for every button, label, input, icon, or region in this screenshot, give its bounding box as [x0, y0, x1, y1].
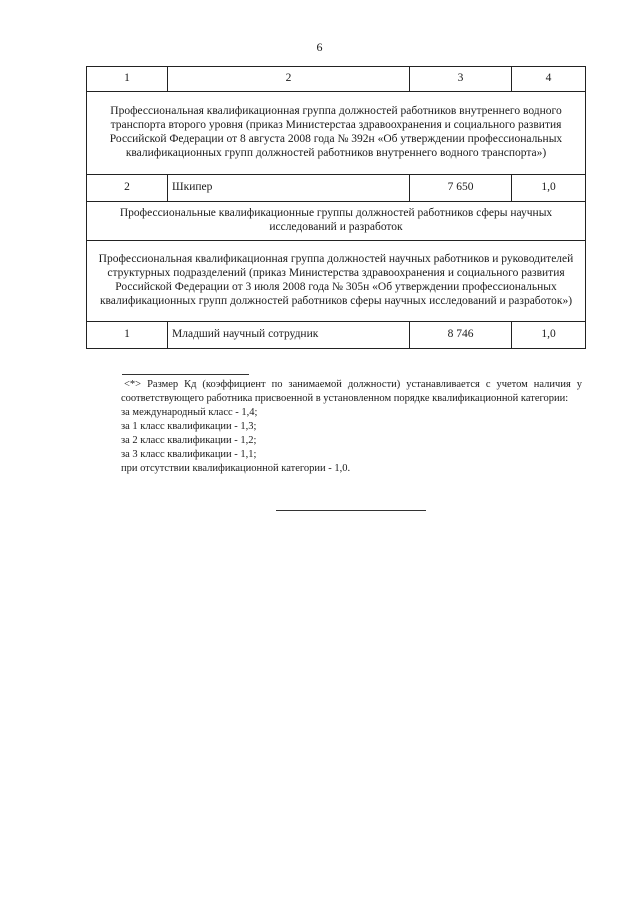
- footnote-separator: [122, 374, 249, 375]
- header-cell-2: 2: [168, 67, 410, 92]
- group-heading-research: Профессиональные квалификационные группы должностей работников сферы научных исследований и разработок: [87, 202, 586, 241]
- row-position: Шкипер: [168, 175, 410, 202]
- header-cell-4: 4: [512, 67, 586, 92]
- footnote-intro: <*> Размер Кд (коэффициент по занимаемой должности) устанавливается с учетом наличия у соответствующего работника присвоенной в установленном порядке квалификационной категории:: [121, 379, 582, 404]
- footnote-item: за 1 класс квалификации - 1,3;: [121, 421, 257, 432]
- footnote-item: при отсутствии квалификационной категории - 1,0.: [121, 463, 351, 474]
- row-salary: 8 746: [410, 322, 512, 349]
- row-coefficient: 1,0: [512, 322, 586, 349]
- header-cell-3: 3: [410, 67, 512, 92]
- row-coefficient: 1,0: [512, 175, 586, 202]
- table-row: [87, 322, 586, 349]
- footnote-item: за международный класс - 1,4;: [121, 407, 258, 418]
- row-position: Младший научный сотрудник: [168, 322, 410, 349]
- salary-table: [86, 66, 586, 349]
- group-heading-water-transport: Профессиональная квалификационная группа должностей работников внутреннего водного транспорта второго уровня (приказ Министерстаа здравоохранения и социального развития Российской Федерации от 8 августа 2008 года № 392н «Об утверждении профессиональных квалификационных групп должностей работников внутреннего водного транспорта»): [87, 92, 586, 175]
- row-number: 1: [87, 322, 168, 349]
- row-salary: 7 650: [410, 175, 512, 202]
- table-group-row: [87, 241, 586, 322]
- footnote-item: за 2 класс квалификации - 1,2;: [121, 435, 257, 446]
- table-row: [87, 175, 586, 202]
- group-heading-researchers: Профессиональная квалификационная группа должностей научных работников и руководителей структурных подразделений (приказ Министерства здравоохранения и социального развития Российской Федерации от 3 июля 2008 года № 305н «Об утверждении профессиональных квалификационных групп должностей работников сферы научных исследований и разработок»): [87, 241, 586, 322]
- row-number: 2: [87, 175, 168, 202]
- header-cell-1: 1: [87, 67, 168, 92]
- footnote-item: за 3 класс квалификации - 1,1;: [121, 449, 257, 460]
- table-group-row: [87, 202, 586, 241]
- footnote: [121, 378, 582, 476]
- page-number: 6: [316, 40, 323, 54]
- table-group-row: [87, 92, 586, 175]
- end-separator: [276, 510, 426, 511]
- table-header-row: [87, 67, 586, 92]
